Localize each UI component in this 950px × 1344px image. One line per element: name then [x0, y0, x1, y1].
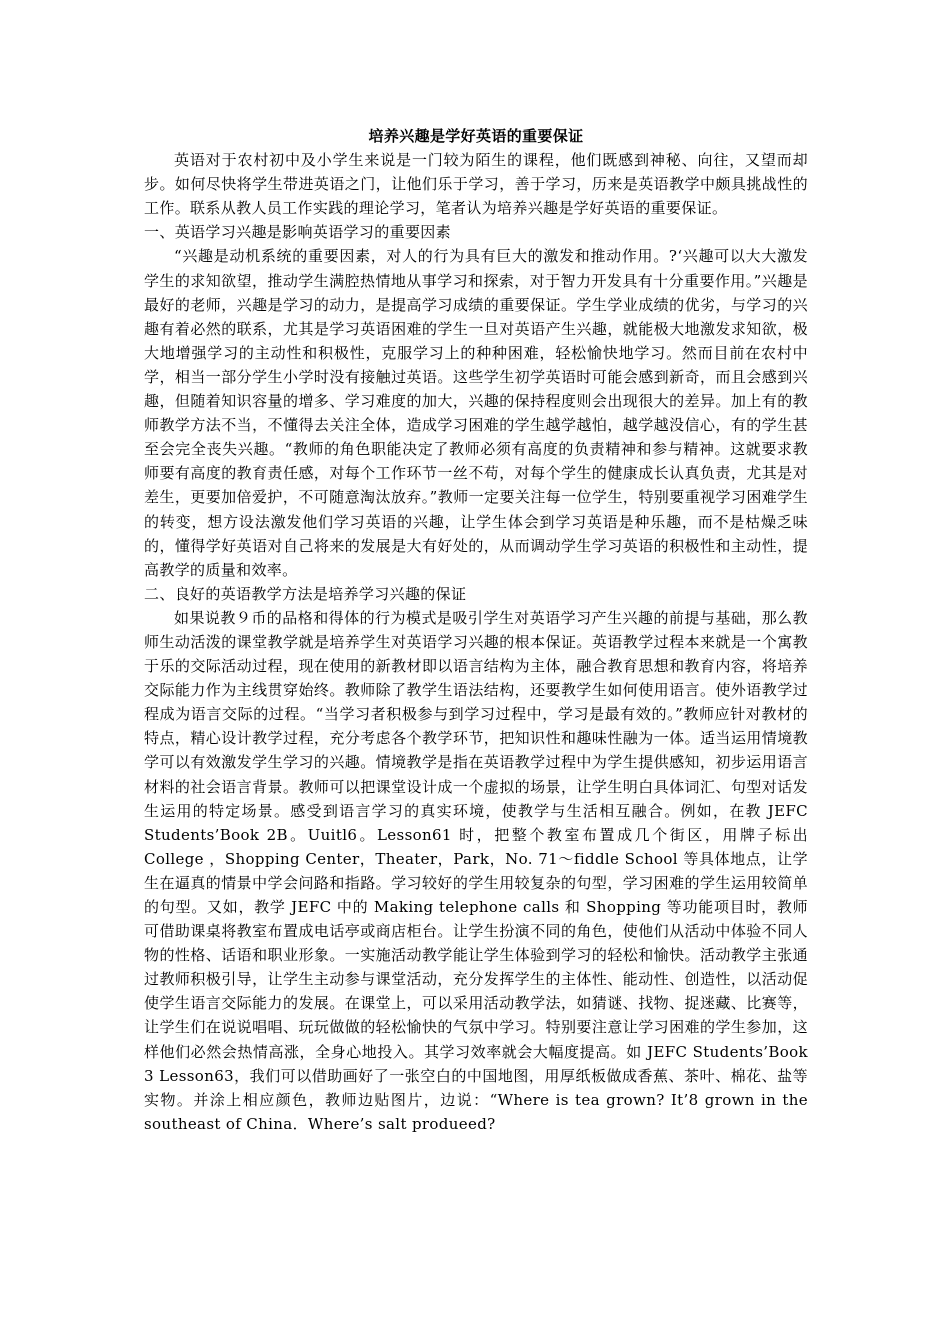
intro-paragraph: 英语对于农村初中及小学生来说是一门较为陌生的课程，他们既感到神秘、向往，又望而却步。如何尽快将学生带进英语之门，让他们乐于学习，善于学习，历来是英语教学中颇具挑战性的工作。联系从教人员工作实践的理论学习，笔者认为培养兴趣是学好英语的重要保证。: [144, 151, 808, 218]
document-page: [144, 124, 808, 1136]
section-heading-1: 一、英语学习兴趣是影响英语学习的重要因素: [144, 223, 452, 242]
section-heading-2: 二、良好的英语教学方法是培养学习兴趣的保证: [144, 584, 467, 603]
section-2-paragraph: 如果说教９币的品格和得体的行为模式是吸引学生对英语学习产生兴趣的前提与基础，那么教师生动活泼的课堂教学就是培养学生对英语学习兴趣的根本保证。英语教学过程本来就是一个寓教于乐的交际活动过程，现在使用的新教材即以语言结构为主体，融合教育思想和教育内容，将培养交际能力作为主线贯穿始终。教师除了教学生语法结构，还要教学生如何使用语言。使外语教学过程成为语言交际的过程。“当学习者积极参与到学习过程中，学习是最有效的。”教师应针对教材的特点，精心设计教学过程，充分考虑各个教学环节，把知识性和趣味性融为一体。适当运用情境教学可以有效激发学生学习的兴趣。情境教学是指在英语教学过程中为学生提供感知，初步运用语言材料的社会语言背景。教师可以把课堂设计成一个虚拟的场景，让学生明白具体词汇、句型对话发生运用的特定场景。感受到语言学习的真实环境，使教学与生活相互融合。例如，在教 JEFC Students’Book 2B。Uuitl6。Lesson61 时，把整个教室布置成几个街区，用牌子标出 College ，Shopping Center，Theater，Park，No. 71～fiddle School 等具体地点，让学生在逼真的情景中学会问路和指路。学习较好的学生用较复杂的句型，学习困难的学生运用较简单的句型。又如，教学 JEFC 中的 Making telephone calls 和 Shopping 等功能项目时，教师可借助课桌将教室布置成电话亭或商店柜台。让学生扮演不同的角色，使他们从活动中体验不同人物的性格、话语和职业形象。一实施活动教学能让学生体验到学习的轻松和愉快。活动教学主张通过教师积极引导，让学生主动参与课堂活动，充分发挥学生的主体性、能动性、创造性，以活动促使学生语言交际能力的发展。在课堂上，可以采用活动教学法，如猜谜、找物、捉迷藏、比赛等，让学生们在说说唱唱、玩玩做做的轻松愉快的气氛中学习。特别要注意让学习困难的学生参加，这样他们必然会热情高涨，全身心地投入。其学习效率就会大幅度提高。如 JEFC Students’Book 3 Lesson63，我们可以借助画好了一张空白的中国地图，用厚纸板做成香蕉、茶叶、棉花、盐等实物。并涂上相应颜色，教师边贴图片，边说：“Where is tea grown? It’8 grown in the southeast of China．Where’s salt produeed?: [144, 608, 808, 1133]
document-title: 培养兴趣是学好英语的重要保证: [368, 127, 584, 145]
section-1-paragraph: “兴趣是动机系统的重要因素，对人的行为具有巨大的激发和推动作用。?‘兴趣可以大大激发学生的求知欲望，推动学生满腔热情地从事学习和探索，对于智力开发具有十分重要作用。”兴趣是最好的老师，兴趣是学习的动力，是提高学习成绩的重要保证。学生学业成绩的优劣，与学习的兴趣有着必然的联系，尤其是学习英语困难的学生一旦对英语产生兴趣，就能极大地激发求知欲，极大地增强学习的主动性和积极性，克服学习上的种种困难，轻松愉快地学习。然而目前在农村中学，相当一部分学生小学时没有接触过英语。这些学生初学英语时可能会感到新奇，而且会感到兴趣，但随着知识容量的增多、学习难度的加大，兴趣的保持程度则会出现很大的差异。加上有的教师教学方法不当，不懂得去关注全体，造成学习困难的学生越学越怕，越学越没信心，有的学生甚至会完全丧失兴趣。“教师的角色职能决定了教师必须有高度的负责精神和参与精神。这就要求教师要有高度的教育责任感，对每个工作环节一丝不苟，对每个学生的健康成长认真负责，尤其是对差生，更要加倍爱护，不可随意淘汰放弃。”教师一定要关注每一位学生，特别要重视学习困难学生的转变，想方设法激发他们学习英语的兴趣，让学生体会到学习英语是种乐趣，而不是枯燥乏味的，懂得学好英语对自己将来的发展是大有好处的，从而调动学生学习英语的积极性和主动性，提高教学的质量和效率。: [144, 247, 808, 579]
